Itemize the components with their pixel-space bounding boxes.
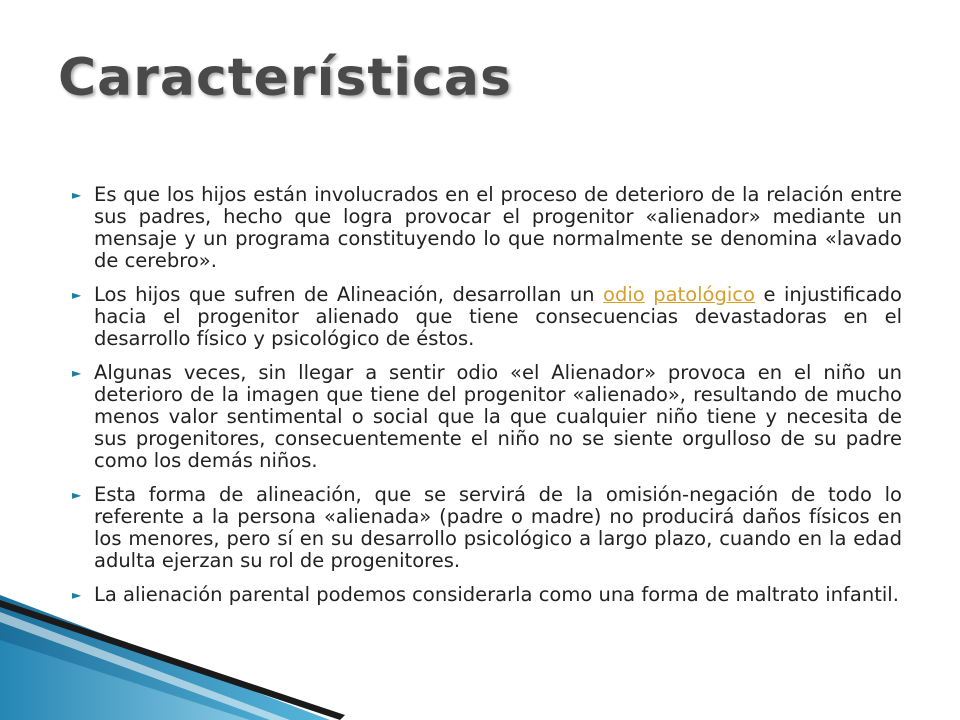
link-patologico[interactable]: patológico: [653, 283, 755, 306]
bullet-text: Esta forma de alineación, que se servirá de la omisión-negación de todo lo referente a la persona «alienada» (padre o madre) no producirá daños físicos en los menores, pero sí en su desarrollo psicológico a largo plazo, cuando en la edad adulta ejerzan su rol de progenitores.: [94, 483, 902, 572]
bullet-item: [72, 184, 902, 272]
bullet-text: e injustificado hacia el progenitor alienado que tiene consecuencias devastadoras en el desarrollo físico y psicológico de éstos.: [94, 283, 902, 350]
bullet-item: [72, 584, 902, 606]
triangle-right-icon: ►: [72, 288, 82, 302]
bullet-text: Los hijos que sufren de Alineación, desarrollan un: [94, 283, 604, 306]
bullet-text: Algunas veces, sin llegar a sentir odio «el Alienador» provoca en el niño un deterioro de la imagen que tiene del progenitor «alienado», resultando de mucho menos valor sentimental o social que la que cualquier niño tiene y necesita de sus progenitores, consecuentemente el niño no se siente orgulloso de su padre como los demás niños.: [94, 361, 902, 472]
bullet-item: [72, 284, 902, 350]
bullet-item: [72, 484, 902, 572]
slide-title: Características: [58, 48, 512, 108]
bullet-text: Es que los hijos están involucrados en el proceso de deterioro de la relación entre sus padres, hecho que logra provocar el progenitor «alienador» mediante un mensaje y un programa constituyendo lo que normalmente se denomina «lavado de cerebro».: [94, 183, 902, 272]
triangle-right-icon: ►: [72, 188, 82, 202]
triangle-right-icon: ►: [72, 488, 82, 502]
triangle-right-icon: ►: [72, 588, 82, 602]
link-odio[interactable]: odio: [603, 283, 645, 306]
triangle-right-icon: ►: [72, 366, 82, 380]
bullet-list: [72, 184, 902, 618]
bullet-text: La alienación parental podemos considerarla como una forma de maltrato infantil.: [94, 583, 899, 606]
bullet-item: [72, 362, 902, 472]
